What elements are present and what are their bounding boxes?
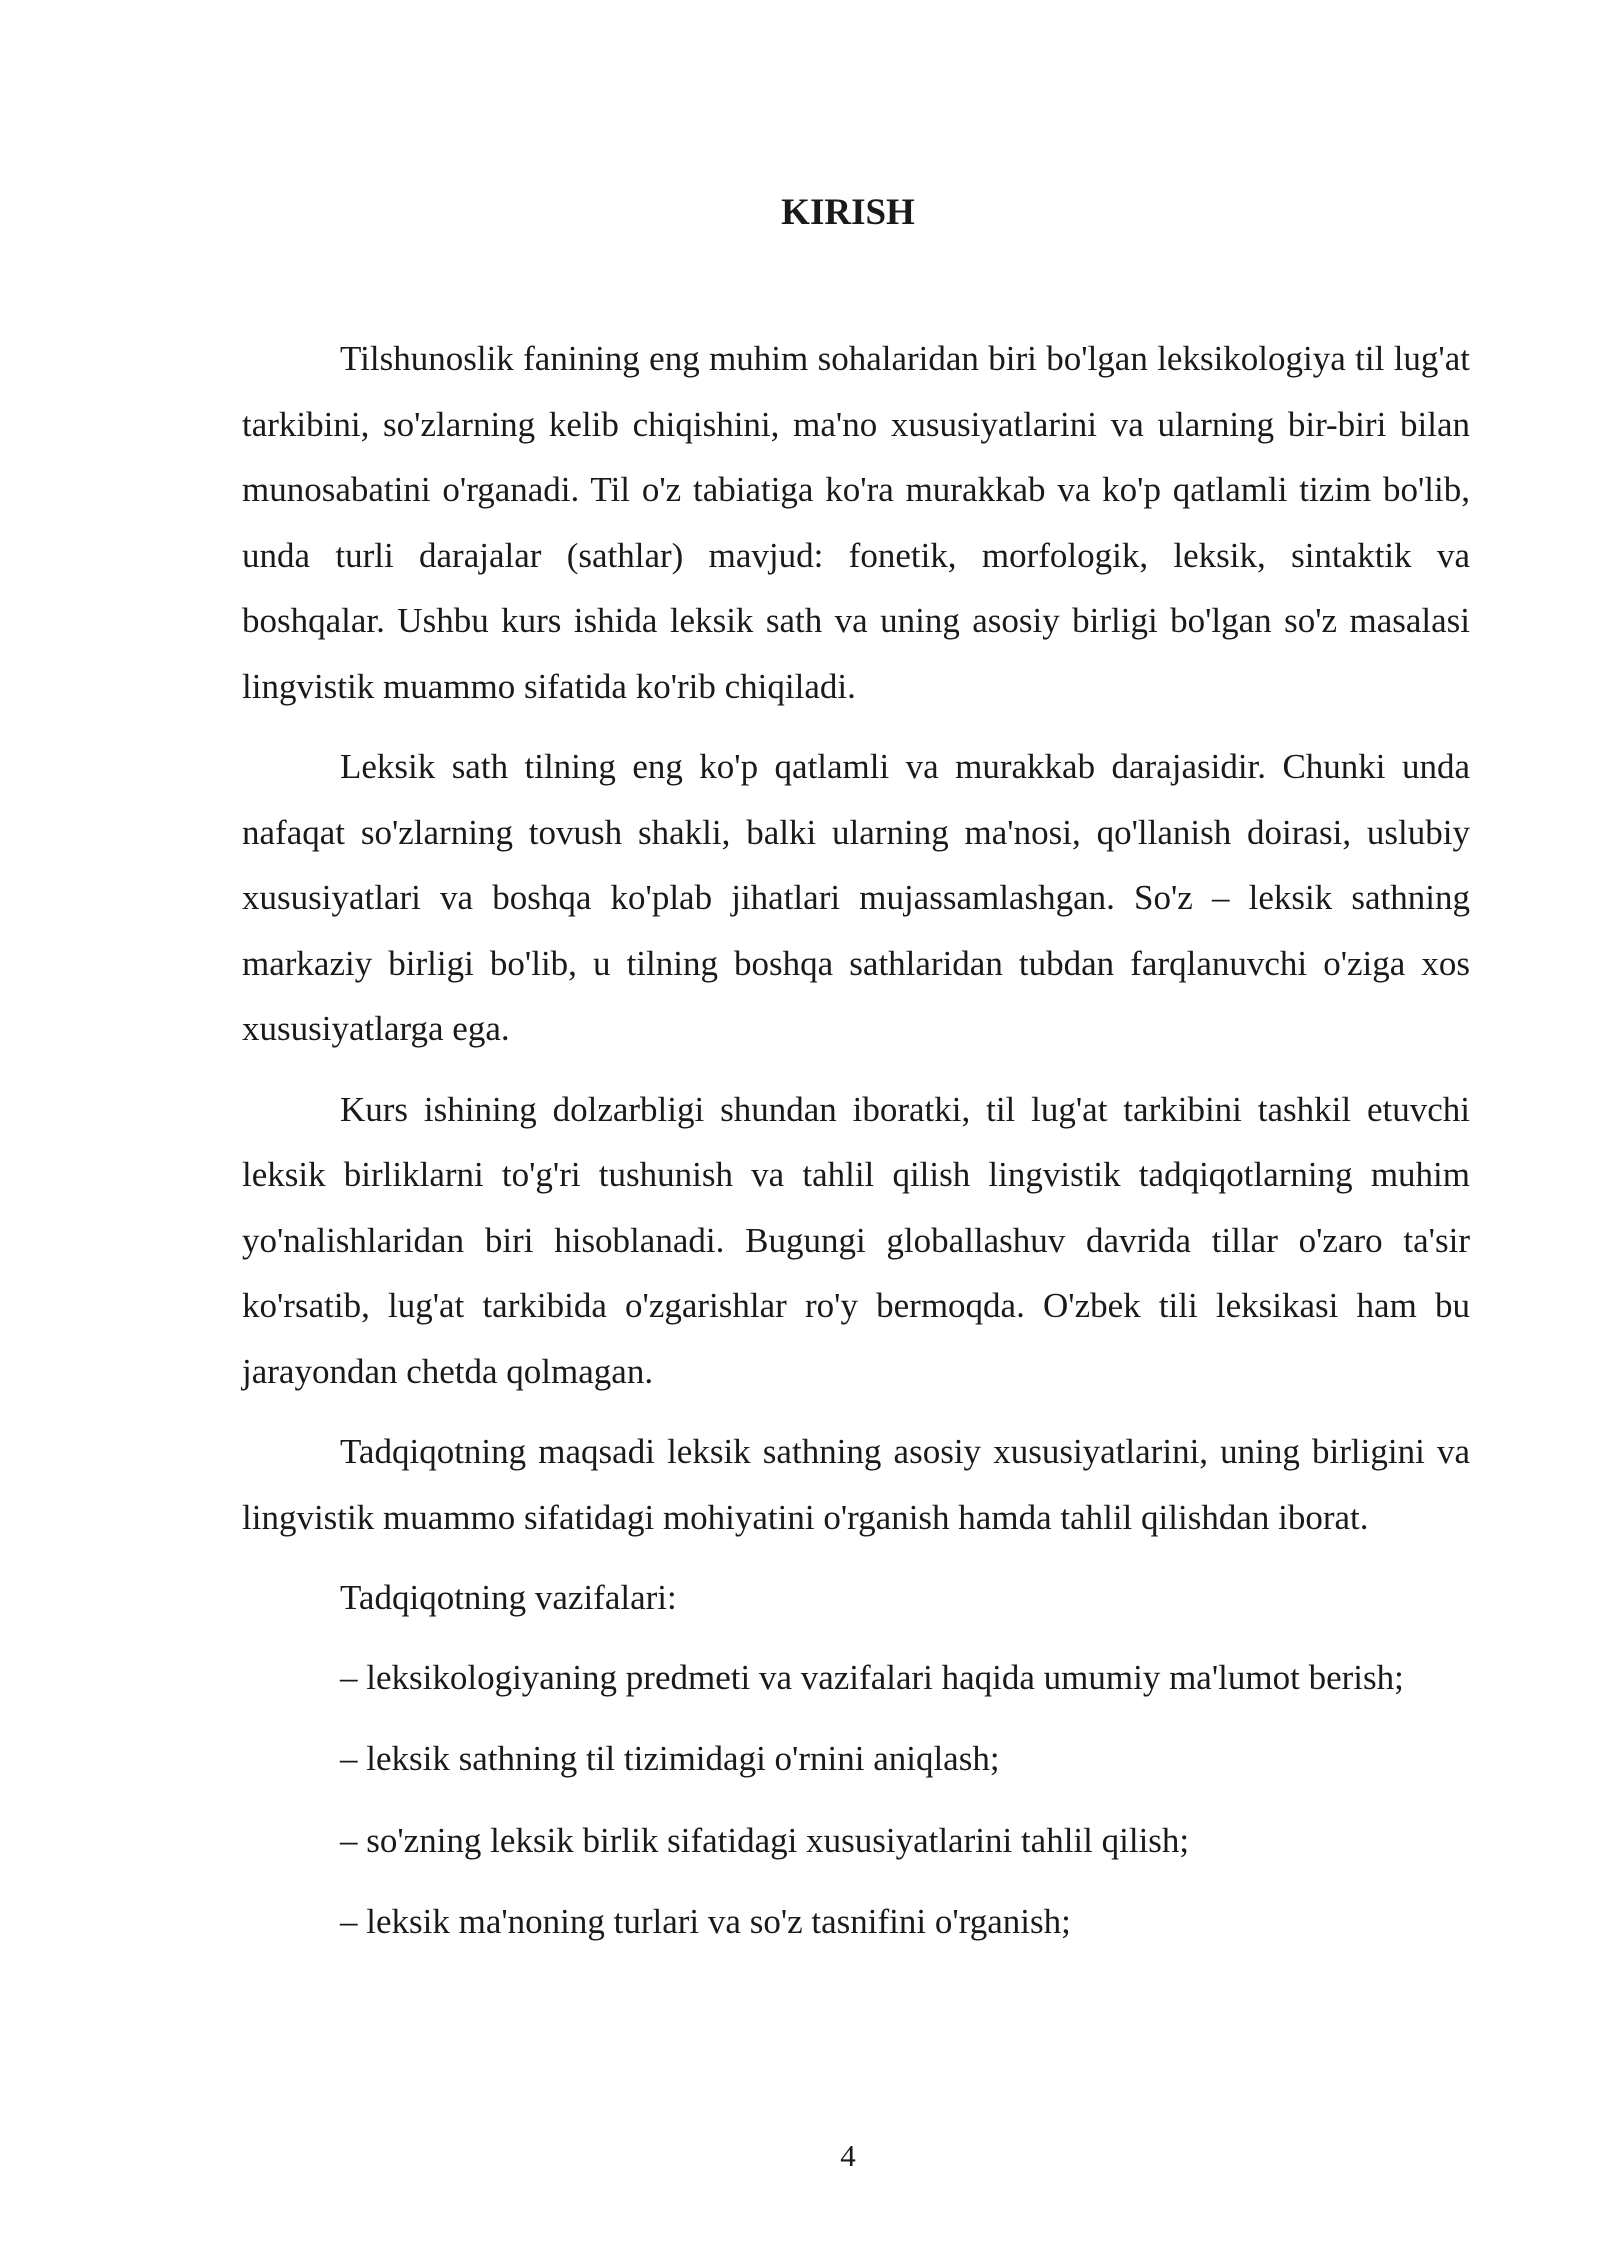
page-number: 4 [840,2138,856,2173]
paragraph-lexical-level: Leksik sath tilning eng ko'p qatlamli va murakkab darajasidir. Chunki unda nafaqat so'zlarning tovush shakli, balki ularning ma'nosi, qo'llanish doirasi, uslubiy xususiyatlari va boshqa ko'plab jihatlari mujassamlashgan. So'z – leksik sathning markaziy birligi bo'lib, u tilning boshqa sathlaridan tubdan farqlanuvchi o'ziga xos xususiyatlarga ega. [242,747,1470,1048]
paragraph-tasks-heading: Tadqiqotning vazifalari: [340,1578,677,1617]
paragraph-intro: Tilshunoslik fanining eng muhim sohalaridan biri bo'lgan leksikologiya til lug'at tarkibini, so'zlarning kelib chiqishini, ma'no xususiyatlarini va ularning bir-biri bilan munosabatini o'rganadi. Til o'z tabiatiga ko'ra murakkab va ko'p qatlamli tizim bo'lib, unda turli darajalar (sathlar) mavjud: fonetik, morfologik, leksik, sintaktik va boshqalar. Ushbu kurs ishida leksik sath va uning asosiy birligi bo'lgan so'z masalasi lingvistik muammo sifatida ko'rib chiqiladi. [242,339,1470,706]
body-text [242,326,1470,1971]
list-item: – leksik sathning til tizimidagi o'rnini aniqlash; [340,1739,1000,1778]
list-item: – leksik ma'noning turlari va so'z tasnifini o'rganish; [340,1902,1071,1941]
paragraph-relevance: Kurs ishining dolzarbligi shundan iboratki, til lug'at tarkibini tashkil etuvchi leksik birliklarni to'g'ri tushunish va tahlil qilish lingvistik tadqiqotlarning muhim yo'nalishlaridan biri hisoblanadi. Bugungi globallashuv davrida tillar o'zaro ta'sir ko'rsatib, lug'at tarkibida o'zgarishlar ro'y bermoqda. O'zbek tili leksikasi ham bu jarayondan chetda qolmagan. [242,1089,1470,1391]
section-heading: KIRISH [781,192,915,233]
list-item: – so'zning leksik birlik sifatidagi xususiyatlarini tahlil qilish; [340,1820,1190,1860]
list-item: – leksikologiyaning predmeti va vazifalari haqida umumiy ma'lumot berish; [340,1657,1404,1697]
task-list [242,1645,1470,1955]
paragraph-goal: Tadqiqotning maqsadi leksik sathning asosiy xususiyatlarini, uning birligini va lingvistik muammo sifatidagi mohiyatini o'rganish hamda tahlil qilishdan iborat. [242,1432,1470,1537]
